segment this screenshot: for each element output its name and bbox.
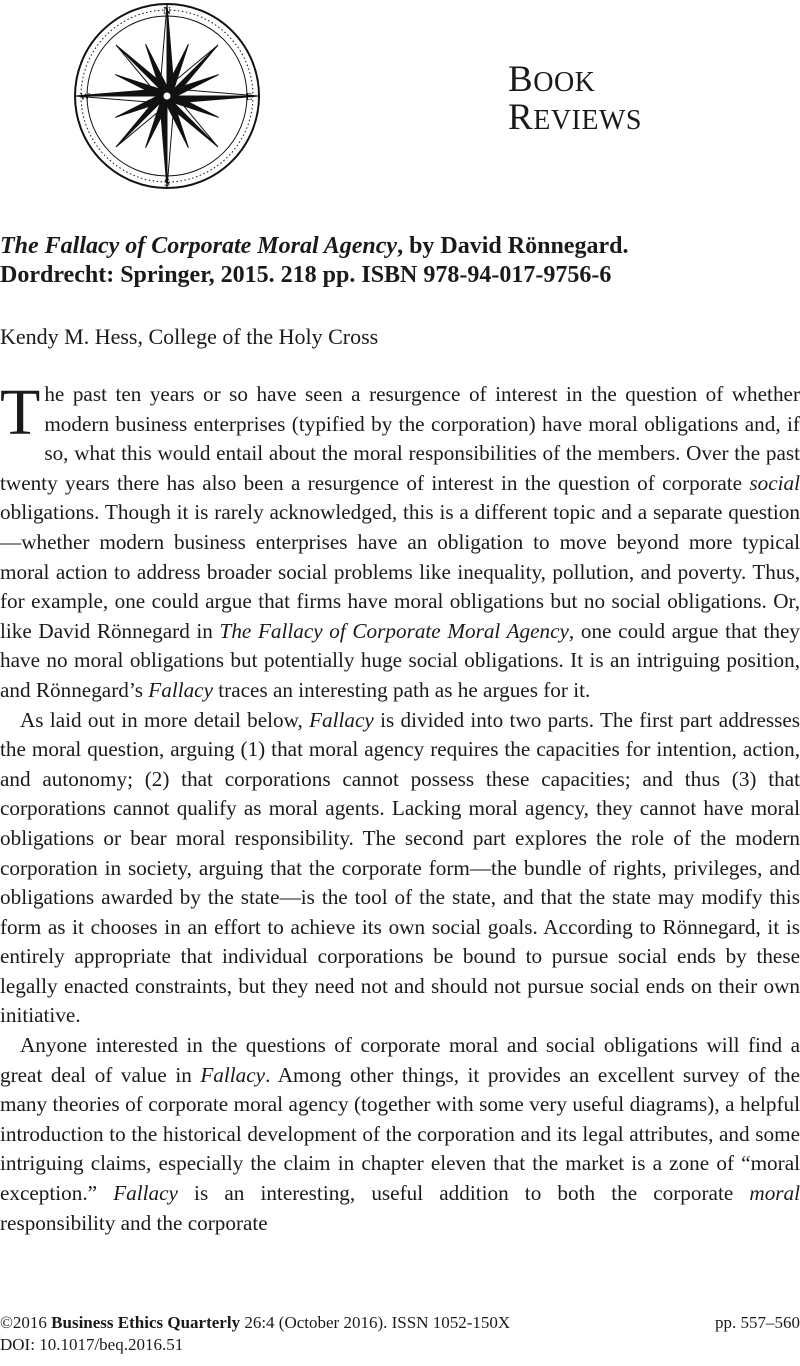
drop-cap: T: [0, 376, 41, 449]
book-author: , by David Rönnegard.: [397, 233, 629, 259]
review-heading: [0, 232, 800, 290]
reviewer: Kendy M. Hess, College of the Holy Cross: [0, 324, 379, 349]
compass-rose-icon: [57, 0, 277, 198]
journal-name: Business Ethics Quarterly: [51, 1313, 241, 1332]
compass-label-e: E: [245, 91, 253, 103]
section-title: [508, 59, 642, 138]
citation-line: ©2016 Business Ethics Quarterly 26:4 (October 2016). ISSN 1052-150X: [0, 1313, 511, 1332]
compass-label-s: S: [163, 177, 171, 189]
book-title: The Fallacy of Corporate Moral Agency: [0, 233, 398, 259]
page-range: pp. 557–560: [715, 1313, 800, 1332]
compass-label-n: N: [163, 5, 171, 17]
paragraph-2: As laid out in more detail below, Fallacy is divided into two parts. The first part addresses the moral question, arguing (1) that moral agency requires the capacities for intention, action, and autonomy; (2) that corporations cannot possess these capacities; and thus (3) that corporations cannot qualify as moral agents. Lacking moral agency, they cannot have moral obligations or bear moral responsibility. The second part explores the role of the modern corporation in society, arguing that the corporate form—the bundle of rights, privileges, and obligations awarded by the state—is the tool of the state, and that the state may modify this form as it chooses in an effort to achieve its own social goals. According to Rönnegard, it is entirely appropriate that individual corporations be bound to pursue social ends by these legally enacted constraints, but they need not and should not pursue social ends on their own initiative.: [0, 707, 800, 1028]
compass-label-w: W: [79, 91, 91, 103]
section-title-word2: REVIEWS: [508, 97, 642, 138]
book-publication-info: Dordrecht: Springer, 2015. 218 pp. ISBN 978-94-017-9756-6: [0, 262, 612, 288]
section-title-word1: BOOK: [508, 59, 596, 100]
page-footer: [0, 1312, 800, 1356]
doi: DOI: 10.1017/beq.2016.51: [0, 1335, 184, 1354]
paragraph-1: The past ten years or so have seen a resurgence of interest in the question of whether modern business enterprises (typified by the corporation) have moral obligations and, if so, what this would entail about the moral responsibilities of the members. Over the past twenty years there has also been a resurgence of interest in the question of corporate social obligations. Though it is rarely acknowledged, this is a different topic and a separate question—whether modern business enterprises have an obligation to move beyond more typical moral action to address broader social problems like inequality, pollution, and poverty. Thus, for example, one could argue that firms have moral obligations but no social obligations. Or, like David Rönnegard in The Fallacy of Corporate Moral Agency, one could argue that they have no moral obligations but potentially huge social obligations. It is an intriguing position, and Rönnegard’s Fallacy traces an interesting path as he argues for it.: [0, 376, 800, 702]
paragraph-3: Anyone interested in the questions of corporate moral and social obligations will find a great deal of value in Fallacy. Among other things, it provides an excellent survey of the many theories of corporate moral agency (together with some very useful diagrams), a helpful introduction to the historical development of the corporation and its legal attributes, and some intriguing claims, especially the claim in chapter eleven that the market is a zone of “moral exception.” Fallacy is an interesting, useful addition to both the corporate moral responsibility and the corporate: [0, 1033, 800, 1235]
review-body: [0, 376, 800, 1238]
